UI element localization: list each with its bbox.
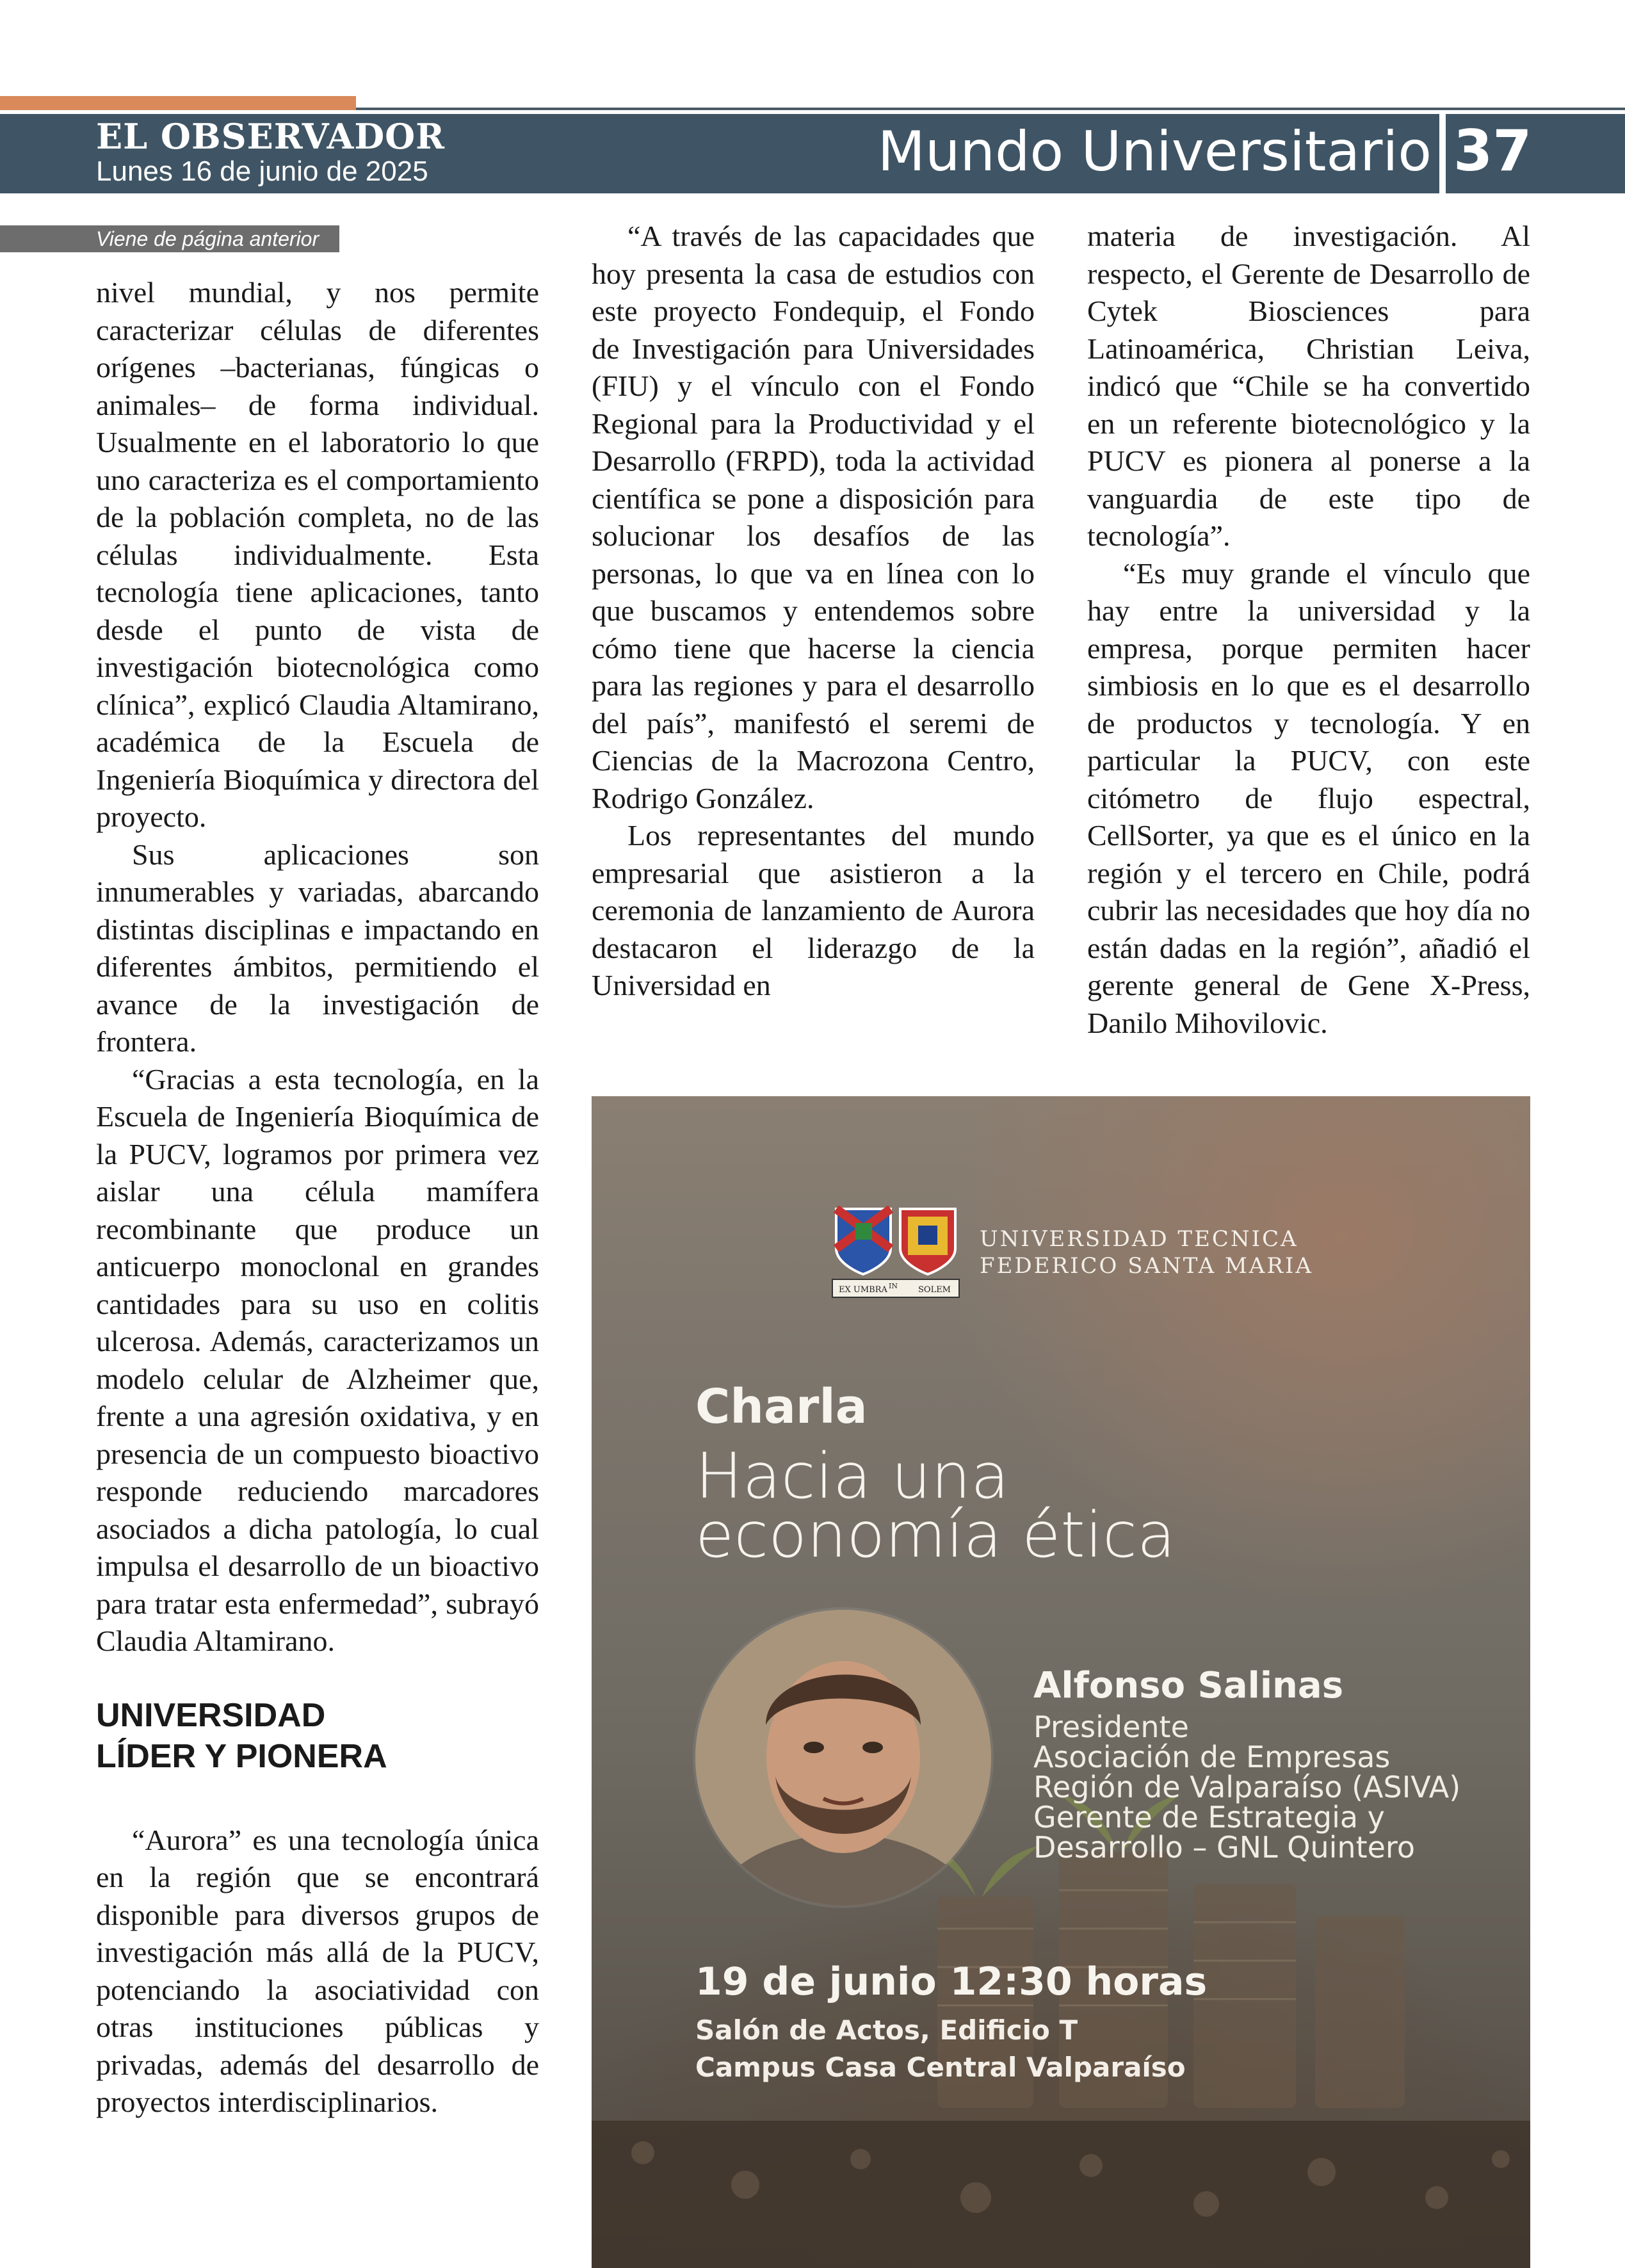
article-column-2 [592, 218, 1035, 1005]
event-venue-line-2: Campus Casa Central Valparaíso [695, 2052, 1186, 2083]
issue-date: Lunes 16 de junio de 2025 [96, 156, 428, 187]
article-column-3 [1087, 218, 1530, 1042]
university-name [980, 1226, 1313, 1279]
talk-title [695, 1440, 1272, 1572]
paragraph: “Aurora” es una tecnología única en la región que se encontrará disponible para diversos grupos de investigación más allá de la PUCV, potenciando la asociatividad con otras instituciones públicas y privadas, además del desarrollo de proyectos interdisciplinarios. [96, 1823, 539, 2118]
speaker-role-line: Gerente de Estrategia y [1033, 1800, 1385, 1835]
header-rule [356, 108, 1625, 110]
paragraph: Los representantes del mundo empresarial que asistieron a la ceremonia de lanzamiento de Aurora destacaron el liderazgo de la Universidad en [592, 819, 1035, 1001]
article-column-1 [96, 274, 539, 2121]
university-name-line-2: FEDERICO SANTA MARIA [980, 1253, 1313, 1279]
university-crest-icon [830, 1204, 962, 1300]
talk-title-line-1: Hacia una [695, 1440, 1010, 1513]
speaker-roles [1033, 1712, 1460, 1863]
paragraph: “Gracias a esta tecnología, en la Escuela de Ingeniería Bioquímica de la PUCV, logramos por primera vez aislar una célula mamífera recombinante que produce un anticuerpo monoclonal en grandes cantidades para su uso en colitis ulcerosa. Además, caracterizamos un modelo celular de Alzheimer que, frente a una agresión oxidativa, y en presencia de un compuesto bioactivo responde reduciendo marcadores asociados a dicha patología, lo cual impulsa el desarrollo de un bioactivo para tratar esta enfermedad”, subrayó Claudia Altamirano. [96, 1062, 539, 1657]
paragraph: “Es muy grande el vínculo que hay entre la universidad y la empresa, porque permiten hacer simbiosis en lo que es el desarrollo de productos y tecnología. Y en particular la PUCV, con este citómetro de flujo espectral, CellSorter, ya que es el único en la región y el tercero en Chile, podrá cubrir las necesidades que hoy día no están dadas en la región”, añadió el gerente general de Gene X-Press, Danilo Mihovilovic. [1087, 556, 1530, 1039]
speaker-role-line: Presidente [1033, 1710, 1189, 1744]
event-venue-line-1: Salón de Actos, Edificio T [695, 2014, 1078, 2046]
speaker-photo [695, 1610, 991, 1906]
subheading-line-2: LÍDER Y PIONERA [96, 1737, 387, 1775]
subheading-line-1: UNIVERSIDAD [96, 1696, 326, 1734]
crest-motto-left: EX UMBRA [839, 1285, 887, 1295]
page-number-divider [1439, 114, 1446, 193]
event-date-time: 19 de junio 12:30 horas [695, 1959, 1208, 2004]
university-name-line-1: UNIVERSIDAD TECNICA [980, 1226, 1298, 1252]
header-accent-bar [0, 96, 356, 110]
speaker-name: Alfonso Salinas [1033, 1665, 1344, 1706]
paragraph: Sus aplicaciones son innumerables y variadas, abarcando distintas disciplinas e impactando en diferentes ámbitos, permitiendo el avance de la investigación de frontera. [96, 838, 539, 1058]
paragraph: materia de investigación. Al respecto, el Gerente de Desarrollo de Cytek Biosciences para Latinoamérica, Christian Leiva, indicó que “Chile se ha convertido en un referente biotecnológico y la PUCV es pionera al ponerse a la vanguardia de este tipo de tecnología”. [1087, 220, 1530, 552]
crest-motto-mid: IN [889, 1282, 898, 1290]
speaker-portrait [695, 1610, 991, 1906]
event-poster [592, 1096, 1530, 2268]
masthead: EL OBSERVADOR [96, 116, 446, 157]
crest-motto-right: SOLEM [918, 1285, 951, 1295]
poster-kicker: Charla [695, 1379, 868, 1434]
speaker-role-line: Desarrollo – GNL Quintero [1033, 1830, 1415, 1865]
speaker-role-line: Región de Valparaíso (ASIVA) [1033, 1770, 1461, 1804]
page-number: 37 [1453, 118, 1532, 184]
paragraph: nivel mundial, y nos permite caracterizar células de diferentes orígenes –bacterianas, fúngicas o animales– de forma individual. Usualmente en el laboratorio lo que uno caracteriza es el comportamiento de la población completa, no de las células individualmente. Esta tecnología tiene aplicaciones, tanto desde el punto de vista de investigación biotecnológica como clínica”, explicó Claudia Altamirano, académica de la Escuela de Ingeniería Bioquímica y directora del proyecto. [96, 276, 539, 833]
continued-label: Viene de página anterior [0, 225, 339, 252]
talk-title-line-2: economía ética [695, 1499, 1176, 1572]
paragraph: “A través de las capacidades que hoy presenta la casa de estudios con este proyecto Fondequip, el Fondo de Investigación para Universidades (FIU) y el vínculo con el Fondo Regional para la Productividad y el Desarrollo (FRPD), toda la actividad científica se pone a disposición para solucionar los desafíos de las personas, lo que va en línea con lo que buscamos y entendemos sobre cómo tiene que hacerse la ciencia para las regiones y para el desarrollo del país”, manifestó el seremi de Ciencias de la Macrozona Centro, Rodrigo González. [592, 220, 1035, 814]
speaker-role-line: Asociación de Empresas [1033, 1740, 1391, 1774]
subheading [96, 1695, 539, 1777]
section-title: Mundo Universitario [877, 120, 1432, 184]
